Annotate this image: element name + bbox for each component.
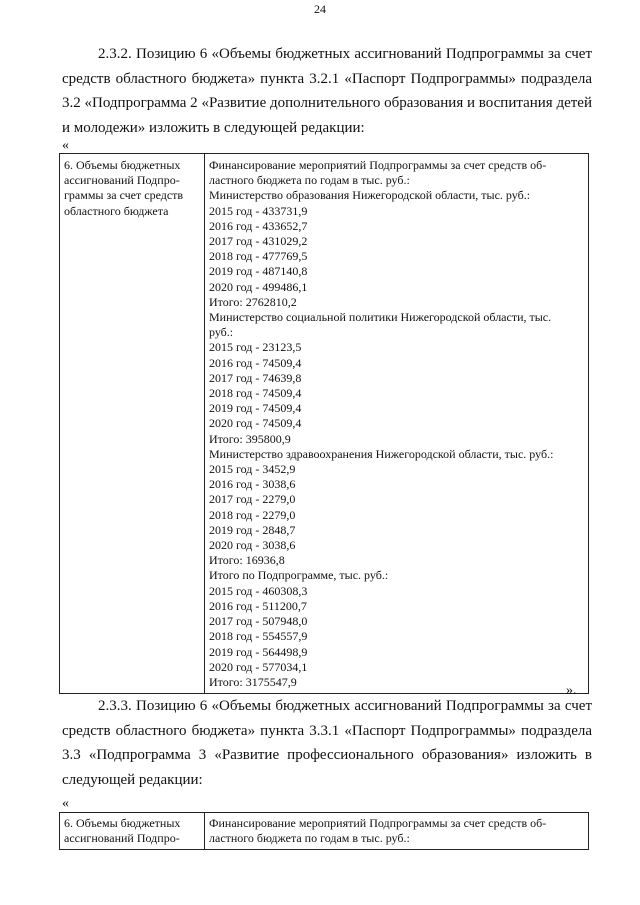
- paragraph-line: и молодежи» изложить в следующей редакции:: [62, 119, 365, 136]
- cell-text-line: областного бюджета: [64, 203, 169, 218]
- paragraph-line: 2.3.3. Позицию 6 «Объемы бюджетных ассигнований Подпрограммы за счет: [98, 698, 592, 714]
- cell-text-line: 2018 год - 74509,4: [209, 386, 302, 401]
- cell-text-line: 2019 год - 74509,4: [209, 401, 302, 416]
- paragraph-line: следующей редакции:: [62, 771, 203, 788]
- cell-text-line: 2018 год - 2279,0: [209, 507, 296, 522]
- cell-text-line: 2016 год - 433652,7: [209, 218, 308, 233]
- cell-text-line: 2016 год - 74509,4: [209, 355, 302, 370]
- cell-text-line: 2015 год - 460308,3: [209, 583, 308, 598]
- paragraph-line: средств областного бюджета» пункта 3.3.1 «Паспорт Подпрограммы» подраздела: [62, 722, 592, 739]
- cell-text-line: 2020 год - 577034,1: [209, 659, 308, 674]
- position-label-cell: [60, 813, 205, 850]
- section-2-3-2-paragraph: [62, 42, 592, 140]
- cell-text-line: 2017 год - 507948,0: [209, 614, 308, 629]
- cell-text-line: ластного бюджета по годам в тыс. руб.:: [209, 173, 410, 188]
- opening-quote: «: [62, 796, 69, 811]
- subprogram-2-passport-table: [59, 153, 589, 694]
- cell-text-line: Министерство образования Нижегородской области, тыс. руб.:: [209, 188, 531, 203]
- cell-text-line: 2016 год - 3038,6: [209, 477, 296, 492]
- closing-quote: ».: [566, 683, 577, 698]
- paragraph-line: 3.2 «Подпрограмма 2 «Развитие дополнительного образования и воспитания детей: [62, 95, 592, 111]
- cell-text-line: ассигнований Подпро-: [64, 173, 180, 188]
- cell-text-line: Итого: 395800,9: [209, 431, 291, 446]
- cell-text-line: 2020 год - 3038,6: [209, 538, 296, 553]
- table-row: [60, 813, 589, 850]
- paragraph-line: 3.3 «Подпрограмма 3 «Развитие профессионального образования» изложить в: [62, 747, 592, 763]
- table-row: [60, 154, 589, 694]
- cell-text-line: 2017 год - 74639,8: [209, 370, 302, 385]
- funding-values-cell: [205, 813, 589, 850]
- cell-text-line: 2019 год - 487140,8: [209, 264, 308, 279]
- cell-text-line: 2019 год - 564498,9: [209, 644, 308, 659]
- cell-text-line: ластного бюджета по годам в тыс. руб.:: [209, 831, 410, 846]
- cell-text-line: Итого по Подпрограмме, тыс. руб.:: [209, 568, 389, 583]
- cell-text-line: руб.:: [209, 325, 234, 340]
- cell-text-line: 2017 год - 2279,0: [209, 492, 296, 507]
- cell-text-line: 2016 год - 511200,7: [209, 598, 307, 613]
- cell-text-line: Итого: 2762810,2: [209, 294, 297, 309]
- cell-text-line: Министерство здравоохранения Нижегородской области, тыс. руб.:: [209, 446, 554, 461]
- cell-text-line: 2020 год - 74509,4: [209, 416, 302, 431]
- cell-text-line: 2018 год - 477769,5: [209, 249, 308, 264]
- cell-text-line: Финансирование мероприятий Подпрограммы за счет средств об-: [209, 158, 547, 172]
- cell-text-line: Финансирование мероприятий Подпрограммы за счет средств об-: [209, 816, 547, 830]
- cell-text-line: Итого: 16936,8: [209, 553, 285, 568]
- section-2-3-3-paragraph: [62, 694, 592, 792]
- subprogram-3-passport-table: [59, 812, 589, 850]
- cell-text-line: 6. Объемы бюджетных: [64, 158, 181, 172]
- cell-text-line: Итого: 3175547,9: [209, 674, 297, 689]
- cell-text-line: ассигнований Подпро-: [64, 831, 180, 846]
- cell-text-line: 2017 год - 431029,2: [209, 234, 308, 249]
- cell-text-line: 6. Объемы бюджетных: [64, 816, 181, 830]
- cell-text-line: 2015 год - 3452,9: [209, 462, 296, 477]
- funding-values-cell: [205, 154, 589, 694]
- paragraph-line: 2.3.2. Позицию 6 «Объемы бюджетных ассигнований Подпрограммы за счет: [98, 46, 592, 62]
- cell-text-line: граммы за счет средств: [64, 188, 184, 203]
- opening-quote: «: [62, 138, 69, 153]
- cell-text-line: 2015 год - 23123,5: [209, 340, 302, 355]
- cell-text-line: 2015 год - 433731,9: [209, 203, 308, 218]
- paragraph-line: средств областного бюджета» пункта 3.2.1 «Паспорт Подпрограммы» подраздела: [62, 70, 592, 87]
- position-label-cell: [60, 154, 205, 694]
- cell-text-line: 2019 год - 2848,7: [209, 522, 296, 537]
- cell-text-line: Министерство социальной политики Нижегородской области, тыс.: [209, 310, 552, 325]
- cell-text-line: 2018 год - 554557,9: [209, 629, 308, 644]
- cell-text-line: 2020 год - 499486,1: [209, 279, 308, 294]
- page-number: 24: [314, 2, 326, 16]
